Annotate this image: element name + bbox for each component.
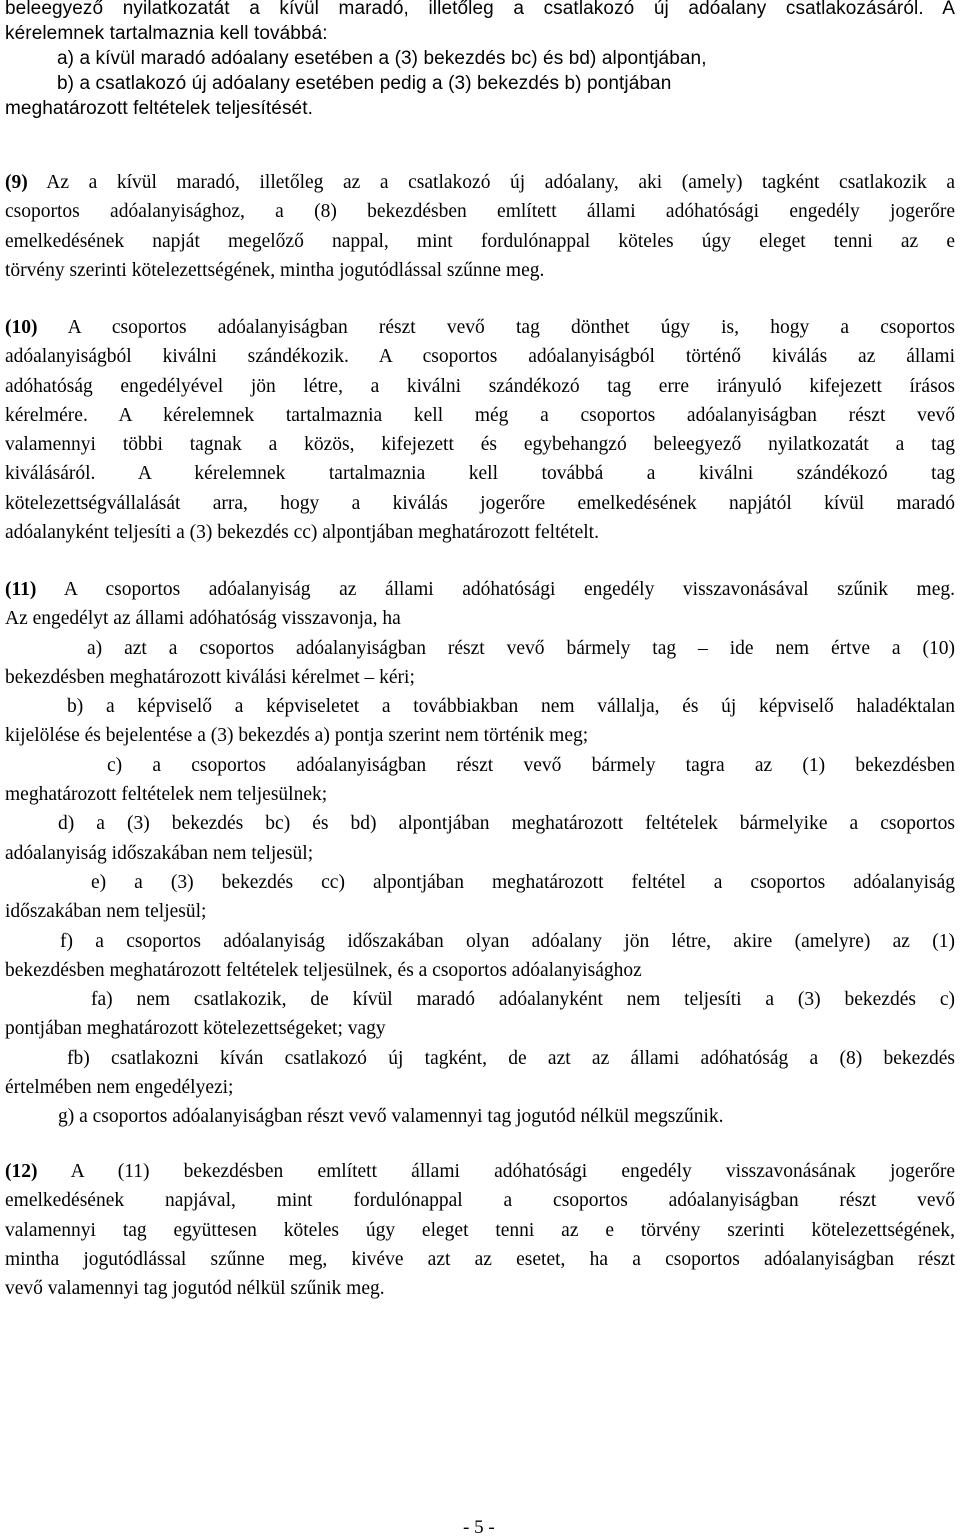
paragraph-line: kötelezettségvállalását arra, hogy a kiválás jogerőre emelkedésének napjától kívül maradó: [5, 492, 955, 514]
list-item-a: a) azt a csoportos adóalanyiságban részt vevő bármely tag – ide nem értve a (10): [87, 637, 955, 659]
paragraph-line: csoportos adóalanyisághoz, a (8) bekezdésben említett állami adóhatósági engedély jogerőre: [5, 201, 955, 223]
paragraph-number: (9): [5, 172, 28, 193]
list-item-fa-cont: pontjában meghatározott kötelezettségeket; vagy: [5, 1018, 386, 1040]
paragraph-number: (12): [5, 1161, 38, 1182]
list-item-e-cont: időszakában nem teljesül;: [5, 901, 207, 923]
intro-block: [5, 0, 955, 121]
paragraph-line: valamennyi tag együttesen köteles úgy eleget tenni az e törvény szerinti kötelezettségének,: [5, 1219, 955, 1241]
paragraph-line: kérelmére. A kérelemnek tartalmaznia kell még a csoportos adóalanyiságban részt vevő: [5, 404, 955, 426]
paragraph-first-line: (10) A csoportos adóalanyiságban részt vevő tag dönthet úgy is, hogy a csoportos: [5, 317, 955, 338]
intro-item-a: a) a kívül maradó adóalany esetében a (3) bekezdés bc) és bd) alpontjában,: [57, 48, 707, 69]
list-item-c-cont: meghatározott feltételek nem teljesülnek;: [5, 784, 328, 806]
paragraph-line: törvény szerinti kötelezettségének, mintha jogutódlással szűnne meg.: [5, 259, 545, 281]
paragraph-first-line: (11) A csoportos adóalanyiság az állami adóhatósági engedély visszavonásával szűnik meg.: [5, 579, 955, 600]
list-item-d-cont: adóalanyiság időszakában nem teljesül;: [5, 842, 314, 864]
list-item-f-cont: bekezdésben meghatározott feltételek teljesülnek, és a csoportos adóalanyisághoz: [5, 959, 642, 981]
paragraph-9: [5, 168, 955, 285]
list-item-fb: fb) csatlakozni kíván csatlakozó új tagként, de azt az állami adóhatóság a (8) bekezdés: [67, 1047, 955, 1069]
paragraph-line: kiválásáról. A kérelemnek tartalmaznia kell továbbá a kiválni szándékozó tag: [5, 463, 955, 485]
list-item-a-cont: bekezdésben meghatározott kiválási kérelmet – kéri;: [5, 666, 415, 688]
paragraph-line: Az engedélyt az állami adóhatóság visszavonja, ha: [5, 608, 401, 630]
page-number: - 5 -: [463, 1517, 495, 1538]
paragraph-line: mintha jogutódlással szűnne meg, kivéve azt az esetet, ha a csoportos adóalanyiságban részt: [5, 1248, 955, 1270]
paragraph-line: vevő valamennyi tag jogutód nélkül szűnik meg.: [5, 1278, 385, 1300]
paragraph-line: emelkedésének napjával, mint fordulónappal a csoportos adóalanyiságban részt vevő: [5, 1190, 955, 1212]
paragraph-line: valamennyi többi tagnak a közös, kifejezett és egybehangzó beleegyező nyilatkozatát a tag: [5, 434, 955, 456]
list-item-fb-cont: értelmében nem engedélyezi;: [5, 1077, 234, 1099]
list-item-g: g) a csoportos adóalanyiságban részt vevő valamennyi tag jogutód nélkül megszűnik.: [58, 1106, 724, 1128]
list-item-d: d) a (3) bekezdés bc) és bd) alpontjában meghatározott feltételek bármelyike a csoportos: [58, 813, 955, 835]
paragraph-line: adóalanyiságból kiválni szándékozik. A csoportos adóalanyiságból történő kiválás az állami: [5, 346, 955, 368]
paragraph-line: adóalanyként teljesíti a (3) bekezdés cc) alpontjában meghatározott feltételt.: [5, 522, 599, 544]
intro-line: meghatározott feltételek teljesítését.: [5, 98, 313, 119]
paragraph-10: [5, 313, 955, 547]
paragraph-12: [5, 1157, 955, 1303]
paragraph-number: (10): [5, 317, 38, 338]
list-item-f: f) a csoportos adóalanyiság időszakában olyan adóalany jön létre, akire (amelyre) az (1): [60, 930, 955, 952]
paragraph-11: [5, 575, 955, 1132]
paragraph-first-line: (9) Az a kívül maradó, illetőleg az a csatlakozó új adóalany, aki (amely) tagként csatlakozik a: [5, 172, 955, 193]
list-item-e: e) a (3) bekezdés cc) alpontjában meghatározott feltétel a csoportos adóalanyiság: [91, 871, 955, 893]
paragraph-number: (11): [5, 579, 37, 600]
intro-line: kérelemnek tartalmaznia kell továbbá:: [5, 23, 328, 44]
list-item-c: c) a csoportos adóalanyiságban részt vevő bármely tagra az (1) bekezdésben: [107, 754, 955, 776]
paragraph-first-line: (12) A (11) bekezdésben említett állami adóhatósági engedély visszavonásának jogerőre: [5, 1161, 955, 1182]
paragraph-line: emelkedésének napját megelőző nappal, mint fordulónappal köteles úgy eleget tenni az e: [5, 230, 955, 252]
intro-item-b: b) a csatlakozó új adóalany esetében pedig a (3) bekezdés b) pontjában: [57, 73, 672, 94]
list-item-b: b) a képviselő a képviseletet a továbbiakban nem vállalja, és új képviselő haladéktalan: [67, 696, 955, 718]
paragraph-line: adóhatóság engedélyével jön létre, a kiválni szándékozó tag erre irányuló kifejezett írásos: [5, 375, 955, 397]
list-item-fa: fa) nem csatlakozik, de kívül maradó adóalanyként nem teljesíti a (3) bekezdés c): [91, 989, 955, 1011]
intro-line: beleegyező nyilatkozatát a kívül maradó, illetőleg a csatlakozó új adóalany csatlakozásáról. A: [5, 0, 955, 19]
list-item-b-cont: kijelölése és bejelentése a (3) bekezdés a) pontja szerint nem történik meg;: [5, 725, 589, 747]
